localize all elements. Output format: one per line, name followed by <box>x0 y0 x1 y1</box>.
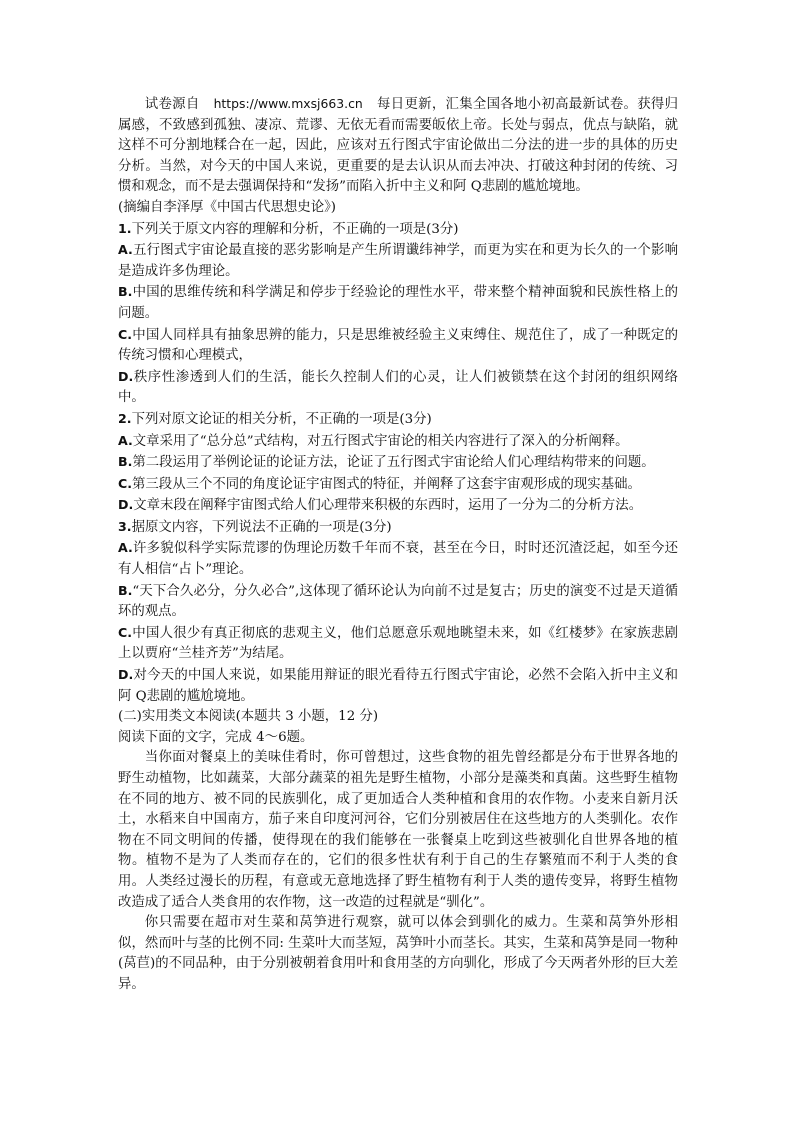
reading-paragraph-1: 当你面对餐桌上的美味佳肴时，你可曾想过，这些食物的祖先曾经都是分布于世界各地的野生动植物，比如蔬菜，大部分蔬菜的祖先是野生植物，小部分是藻类和真菌。这些野生植物在不同的地方、被不同的民族驯化，成了更加适合人类种植和食用的农作物。小麦来自新月沃土，水稻来自中国南方，茄子来自印度河河谷，它们分别被居住在这些地方的人类驯化。农作物在不同文明间的传播，使得现在的我们能够在一张餐桌上吃到这些被驯化自世界各地的植物。植物不是为了人类而存在的，它们的很多性状有利于自己的生存繁殖而不利于人类的食用。人类经过漫长的历程，有意或无意地选择了野生植物有利于人类的遗传变异，将野生植物改造成了适合人类食用的农作物，这一改造的过程就是“驯化”。 <box>118 750 678 910</box>
question-number: 3. <box>118 518 132 534</box>
option-text: 五行图式宇宙论最直接的恶劣影响是产生所谓谶纬神学，而更为实在和更为长久的一个影响是造成许多伪理论。 <box>118 243 678 279</box>
option-text: “天下合久必分，分久必合”,这体现了循环论认为向前不过是复古；历史的演变不过是天道循环的观点。 <box>118 583 678 620</box>
option-label: C. <box>118 326 133 342</box>
option-label: D. <box>118 667 134 683</box>
option-text: 中国人同样具有抽象思辨的能力，只是思维被经验主义束缚住、规范住了，成了一种既定的传统习惯和心理模式， <box>118 327 678 364</box>
option-text: 许多貌似科学实际荒谬的伪理论历数千年而不衰，甚至在今日，时时还沉渣泛起，如至今还有人相信“占卜”理论。 <box>118 541 678 578</box>
section-title: (二)实用类文本阅读(本题共 3 小题，12 分) <box>118 709 379 725</box>
option-label: D. <box>118 497 134 513</box>
option-text: 中国人很少有真正彻底的悲观主义，他们总愿意乐观地眺望未来，如《红楼梦》在家族悲剧上以贾府“兰桂齐芳”为结尾。 <box>118 625 678 662</box>
intro-paragraph-text: 获得归属感，不致感到孤独、凄凉、荒谬、无依无看而需要皈依上帝。长处与弱点，优点与缺陷，就这样不可分割地糅合在一起，因此，应该对五行图式宇宙论做出二分法的进一步的具体的历史分析。当然，对今天的中国人来说，更重要的是去认识从而去冲决、打破这种封闭的传统、习惯和观念，而不是去强调保持和“发扬”而陷入折中主义和阿 Q悲剧的尴尬境地。 <box>118 97 679 195</box>
document-page <box>118 94 678 996</box>
intro-paragraph <box>118 94 678 198</box>
option-c <box>118 474 678 496</box>
reading-paragraph-2: 你只需要在超市对生菜和莴笋进行观察，就可以体会到驯化的威力。生菜和莴笋外形相似，然而叶与茎的比例不同: 生菜叶大而茎短，莴笋叶小而茎长。其实，生菜和莴笋是同一物种(莴苣)的不同品种，由于分别被朝着食用叶和食用茎的方向驯化，形成了今天两者外形的巨大差异。 <box>118 915 678 992</box>
option-text: 文章末段在阐释宇宙图式给人们心理带来积极的东西时，运用了一分为二的分析方法。 <box>133 498 643 514</box>
question-number: 2. <box>118 410 132 426</box>
option-text: 中国的思维传统和科学满足和停步于经验论的理性水平，带来整个精神面貌和民族性格上的问题。 <box>118 285 678 321</box>
question-1 <box>118 219 678 409</box>
option-text: 第三段从三个不同的角度论证宇宙图式的特征，并阐释了这套宇宙观形成的现实基础。 <box>132 476 641 492</box>
option-label: A. <box>118 242 133 258</box>
source-citation: (摘编自李泽厚《中国古代思想史论》) <box>118 199 336 215</box>
header-prefix: 试卷源自 <box>144 97 200 112</box>
option-b <box>118 282 678 324</box>
question-number: 1. <box>118 220 132 236</box>
question-stem <box>118 219 678 241</box>
question-stem-text: 下列对原文论证的相关分析，不正确的一项是(3分) <box>131 411 432 427</box>
option-a <box>118 240 678 282</box>
option-d <box>118 495 678 517</box>
option-text: 秩序性渗透到人们的生活，能长久控制人们的心灵，让人们被锁禁在这个封闭的组织网络中。 <box>118 369 678 406</box>
option-label: C. <box>118 624 133 640</box>
option-c <box>118 623 678 665</box>
option-b <box>118 581 678 623</box>
option-label: B. <box>118 582 133 598</box>
option-d <box>118 665 678 707</box>
question-3 <box>118 517 678 707</box>
option-label: A. <box>118 432 133 448</box>
option-label: C. <box>118 475 133 491</box>
question-stem-text: 据原文内容，下列说法不正确的一项是(3分) <box>131 519 392 535</box>
question-2 <box>118 409 678 517</box>
question-stem <box>118 517 678 539</box>
header-suffix: 每日更新，汇集全国各地小初高最新试卷。 <box>376 97 638 112</box>
option-b <box>118 452 678 474</box>
option-label: B. <box>118 284 133 300</box>
option-text: 对今天的中国人来说，如果能用辩证的眼光看待五行图式宇宙论，必然不会陷入折中主义和阿 Q悲剧的尴尬境地。 <box>118 668 678 704</box>
option-text: 第二段运用了举例论证的论证方法，论证了五行图式宇宙论给人们心理结构带来的问题。 <box>132 455 655 471</box>
header-url: https://www.mxsj663.cn <box>213 96 363 111</box>
question-stem-text: 下列关于原文内容的理解和分析，不正确的一项是(3分) <box>131 221 459 237</box>
option-a <box>118 538 678 580</box>
option-text: 文章采用了“总分总”式结构，对五行图式宇宙论的相关内容进行了深入的分析阐释。 <box>132 433 629 449</box>
option-label: D. <box>118 368 134 384</box>
section-instruction: 阅读下面的文字，完成 4～6题。 <box>118 729 314 745</box>
option-c <box>118 325 678 367</box>
option-d <box>118 367 678 409</box>
option-label: A. <box>118 540 133 556</box>
question-stem <box>118 409 678 431</box>
option-a <box>118 431 678 453</box>
option-label: B. <box>118 454 133 470</box>
